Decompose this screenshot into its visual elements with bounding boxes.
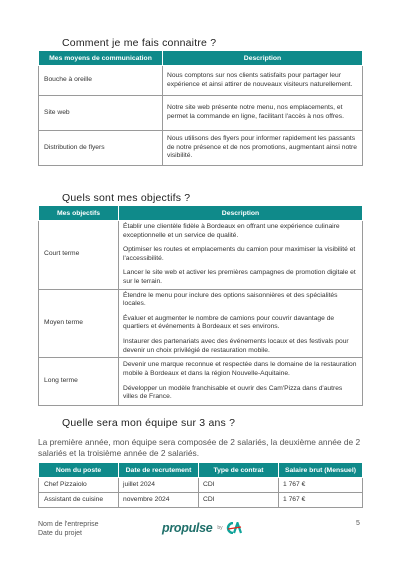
- table-row: [39, 493, 363, 508]
- table-header: Mes objectifs: [39, 206, 119, 221]
- table-row: [39, 96, 363, 131]
- table-cell: 1 767 €: [279, 478, 363, 493]
- table-header: Nom du poste: [39, 463, 119, 478]
- table-cell: Notre site web présente notre menu, nos emplacements, et permet la commande en ligne, facilitant l'accès à nos offres.: [163, 96, 363, 131]
- table-header: Description: [163, 51, 363, 66]
- table-cell: Bouche à oreille: [39, 66, 163, 96]
- table-cell: Court terme: [39, 221, 119, 290]
- brand-by-label: by: [217, 525, 223, 531]
- objective-item: Devenir une marque reconnue et respectée dans le domaine de la restauration mobile à Bordeaux et dans la région Nouvelle-Aquitaine.: [123, 361, 357, 378]
- objective-item: Étendre le menu pour inclure des options saisonnières et des spécialités locales.: [123, 291, 338, 308]
- table-cell: Nous comptons sur nos clients satisfaits pour partager leur expérience et ainsi attirer de nouveaux visiteurs naturellement.: [163, 66, 363, 96]
- objective-item: Instaurer des partenariats avec des événements locaux et des festivals pour devenir un choix privilégié de restauration mobile.: [123, 337, 349, 354]
- section-title-team: Quelle sera mon équipe sur 3 ans ?: [62, 417, 236, 429]
- project-date: Date du projet: [38, 530, 82, 537]
- table-row: [39, 221, 363, 290]
- brand-wordmark: propulse: [162, 521, 213, 535]
- bank-logo-icon: [226, 522, 242, 534]
- table-row: [39, 289, 363, 358]
- table-header: Salaire brut (Mensuel): [279, 463, 363, 478]
- team-table: [38, 462, 363, 508]
- table-row: [39, 478, 363, 493]
- table-cell: [119, 289, 363, 358]
- objective-item: Établir une clientèle fidèle à Bordeaux en offrant une expérience culinaire exceptionnelle et un service de qualité.: [123, 223, 340, 239]
- table-cell: 1 767 €: [279, 493, 363, 508]
- table-cell: Assistant de cuisine: [39, 493, 119, 508]
- table-cell: novembre 2024: [119, 493, 199, 508]
- table-cell: Long terme: [39, 358, 119, 406]
- table-cell: CDI: [199, 493, 279, 508]
- table-row: [39, 66, 363, 96]
- section-title-objectives: Quels sont mes objectifs ?: [62, 192, 191, 204]
- table-header: Description: [119, 206, 363, 221]
- table-cell: Distribution de flyers: [39, 131, 163, 166]
- table-header: Date de recrutement: [119, 463, 199, 478]
- company-name: Nom de l'entreprise: [38, 521, 99, 528]
- objectives-table: [38, 205, 363, 406]
- communication-table: [38, 50, 363, 166]
- table-cell: Nous utilisons des flyers pour informer rapidement les passants de notre présence et de nos promotions, augmentant ainsi notre visibilité.: [163, 131, 363, 166]
- table-cell: Chef Pizzaiolo: [39, 478, 119, 493]
- table-header: Mes moyens de communication: [39, 51, 163, 66]
- table-cell: juillet 2024: [119, 478, 199, 493]
- table-row: [39, 358, 363, 406]
- table-cell: [119, 221, 363, 290]
- objective-item: Lancer le site web et activer les premières campagnes de promotion digitale et sur le terrain.: [123, 269, 356, 285]
- team-intro-text: La première année, mon équipe sera composée de 2 salariés, la deuxième année de 2 salariés et la troisième année de 2 salariés.: [38, 437, 361, 458]
- objective-item: Optimiser les routes et emplacements du camion pour maximiser la visibilité et l'accessibilité.: [123, 246, 356, 262]
- table-row: [39, 131, 363, 166]
- table-cell: CDI: [199, 478, 279, 493]
- table-header: Type de contrat: [199, 463, 279, 478]
- table-cell: [119, 358, 363, 406]
- page-number: 5: [356, 520, 360, 527]
- objective-item: Développer un modèle franchisable et ouvrir des Cam'Pizza dans d'autres villes de France.: [123, 384, 343, 401]
- section-title-communication: Comment je me fais connaitre ?: [62, 37, 217, 49]
- objective-item: Évaluer et augmenter le nombre de camions pour couvrir davantage de quartiers et événements à Bordeaux et ses environs.: [123, 314, 335, 331]
- brand-logo: [162, 520, 242, 536]
- table-cell: Site web: [39, 96, 163, 131]
- table-cell: Moyen terme: [39, 289, 119, 358]
- footer-info: [38, 520, 98, 538]
